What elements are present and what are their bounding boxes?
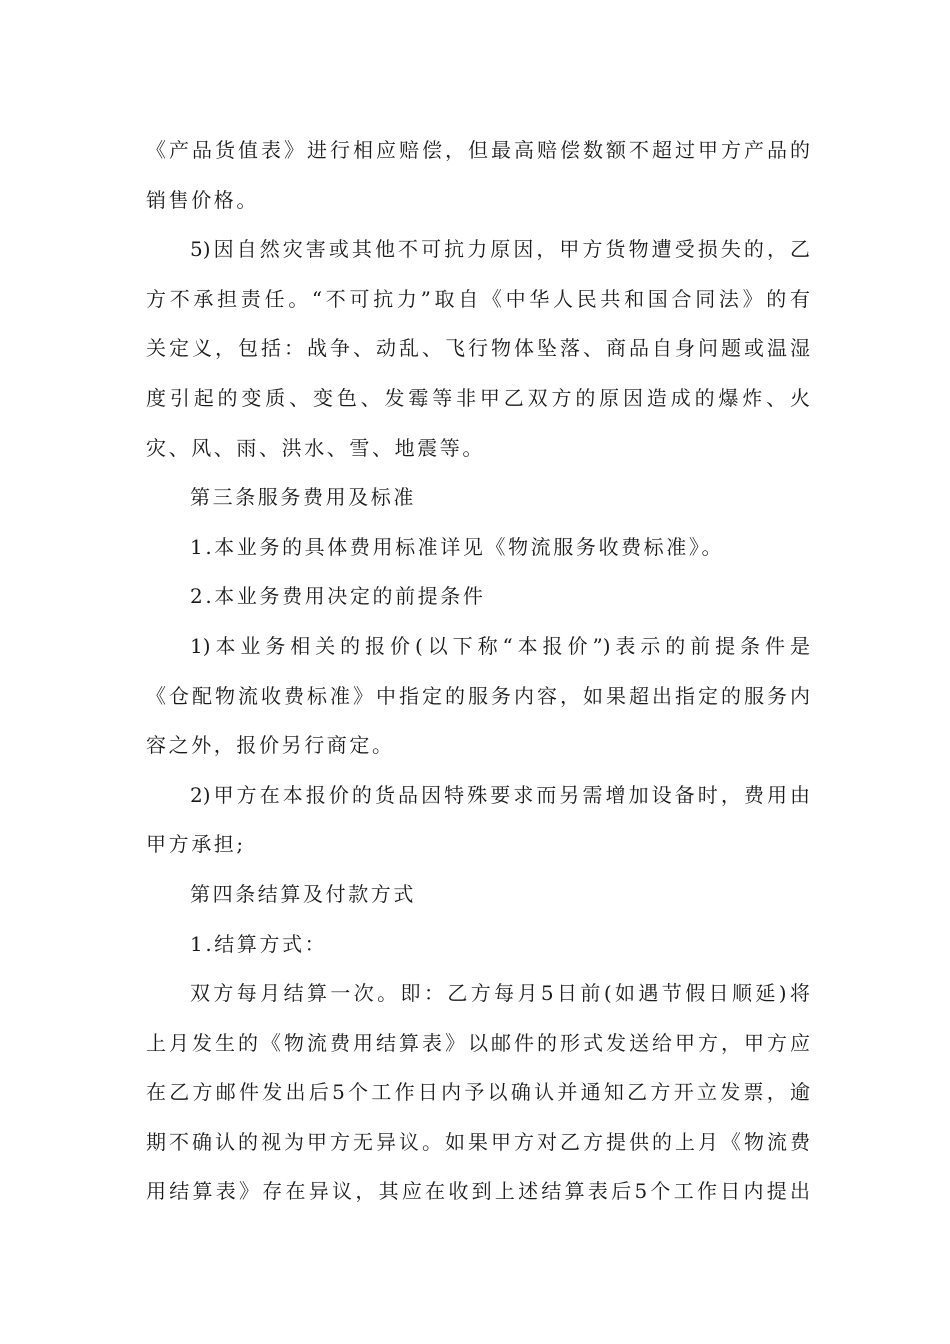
section-heading: 第三条服务费用及标准 bbox=[190, 485, 416, 510]
text-line: 度引起的变质、变色、发霉等非甲乙双方的原因造成的爆炸、火 bbox=[146, 385, 810, 410]
text-line: 1.本业务的具体费用标准详见《物流服务收费标准》。 bbox=[190, 534, 725, 559]
text-line: 上月发生的《物流费用结算表》以邮件的形式发送给甲方，甲方应 bbox=[146, 1030, 810, 1055]
text-line: 2.本业务费用决定的前提条件 bbox=[190, 584, 486, 609]
document-body bbox=[146, 126, 810, 1217]
text-line: 方不承担责任。“不可抗力”取自《中华人民共和国合同法》的有 bbox=[146, 286, 810, 311]
text-line: 关定义，包括：战争、动乱、飞行物体坠落、商品自身问题或温湿 bbox=[146, 336, 810, 361]
text-line: 5)因自然灾害或其他不可抗力原因，甲方货物遭受损失的，乙 bbox=[190, 237, 810, 262]
text-line: 2)甲方在本报价的货品因特殊要求而另需增加设备时，费用由 bbox=[190, 782, 810, 807]
section-heading: 第四条结算及付款方式 bbox=[190, 881, 416, 906]
text-line: 用结算表》存在异议，其应在收到上述结算表后5个工作日内提出 bbox=[146, 1179, 810, 1204]
text-line: 在乙方邮件发出后5个工作日内予以确认并通知乙方开立发票，逾 bbox=[146, 1080, 810, 1105]
text-line: 双方每月结算一次。即：乙方每月5日前(如遇节假日顺延)将 bbox=[190, 981, 810, 1006]
text-line: 甲方承担; bbox=[146, 832, 246, 857]
text-line: 灾、风、雨、洪水、雪、地震等。 bbox=[146, 435, 485, 460]
text-line: 《产品货值表》进行相应赔偿，但最高赔偿数额不超过甲方产品的 bbox=[146, 138, 810, 162]
text-line: 《仓配物流收费标准》中指定的服务内容，如果超出指定的服务内 bbox=[146, 683, 810, 708]
text-line: 销售价格。 bbox=[146, 187, 259, 212]
text-line: 容之外，报价另行商定。 bbox=[146, 733, 395, 758]
text-line: 1)本业务相关的报价(以下称“本报价”)表示的前提条件是 bbox=[190, 633, 810, 658]
text-line: 1.结算方式： bbox=[190, 931, 328, 956]
text-line: 期不确认的视为甲方无异议。如果甲方对乙方提供的上月《物流费 bbox=[146, 1129, 810, 1154]
